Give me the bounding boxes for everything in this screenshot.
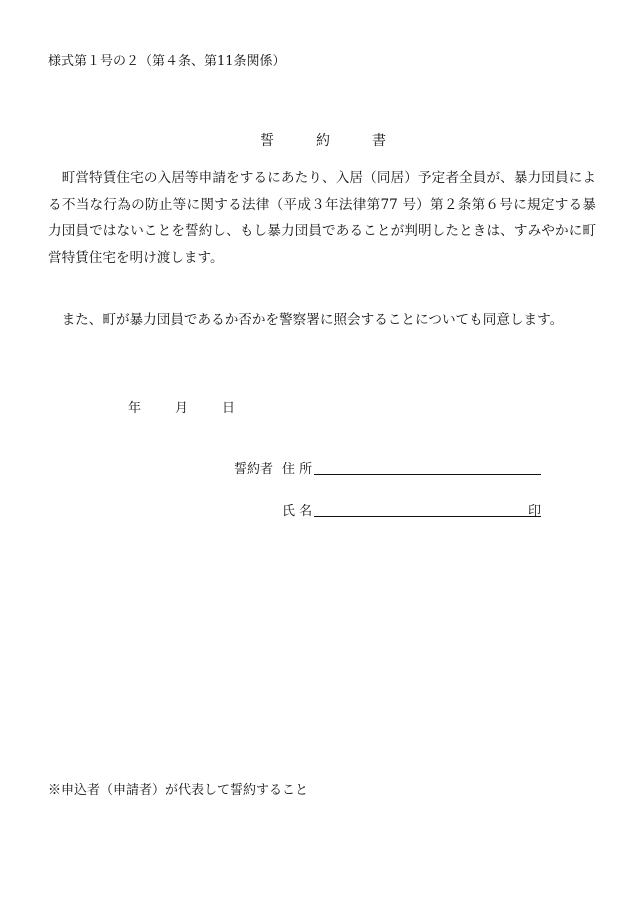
footnote: ※申込者（申請者）が代表して誓約すること <box>48 783 309 798</box>
date-day-label: 日 <box>222 401 236 416</box>
form-number: 様式第１号の２（第４条、第11条関係） <box>48 54 286 69</box>
pledge-paragraph: 町営特賃住宅の入居等申請をするにあたり、入居（同居）予定者全員が、暴力団員による不当な行為の防止等に関する法律（平成３年法律第77 号）第２条第６号に規定する暴力団員ではないことを誓約し、もし暴力団員であることが判明したときは、すみやかに町営特賃住宅を明け渡します。 <box>48 170 596 266</box>
date-month-label: 月 <box>175 401 189 416</box>
oath-taker-label: 誓約者 <box>234 462 274 477</box>
consent-paragraph: また、町が暴力団員であるか否かを警察署に照会することについても同意します。 <box>61 312 564 328</box>
name-field-line[interactable] <box>314 516 541 517</box>
address-field-line[interactable] <box>314 474 541 475</box>
seal-mark: 印 <box>528 504 542 519</box>
date-year-label: 年 <box>128 401 142 416</box>
address-label: 住 所 <box>282 462 313 477</box>
name-label: 氏 名 <box>282 504 313 519</box>
document-title: 誓 約 書 <box>260 133 400 149</box>
